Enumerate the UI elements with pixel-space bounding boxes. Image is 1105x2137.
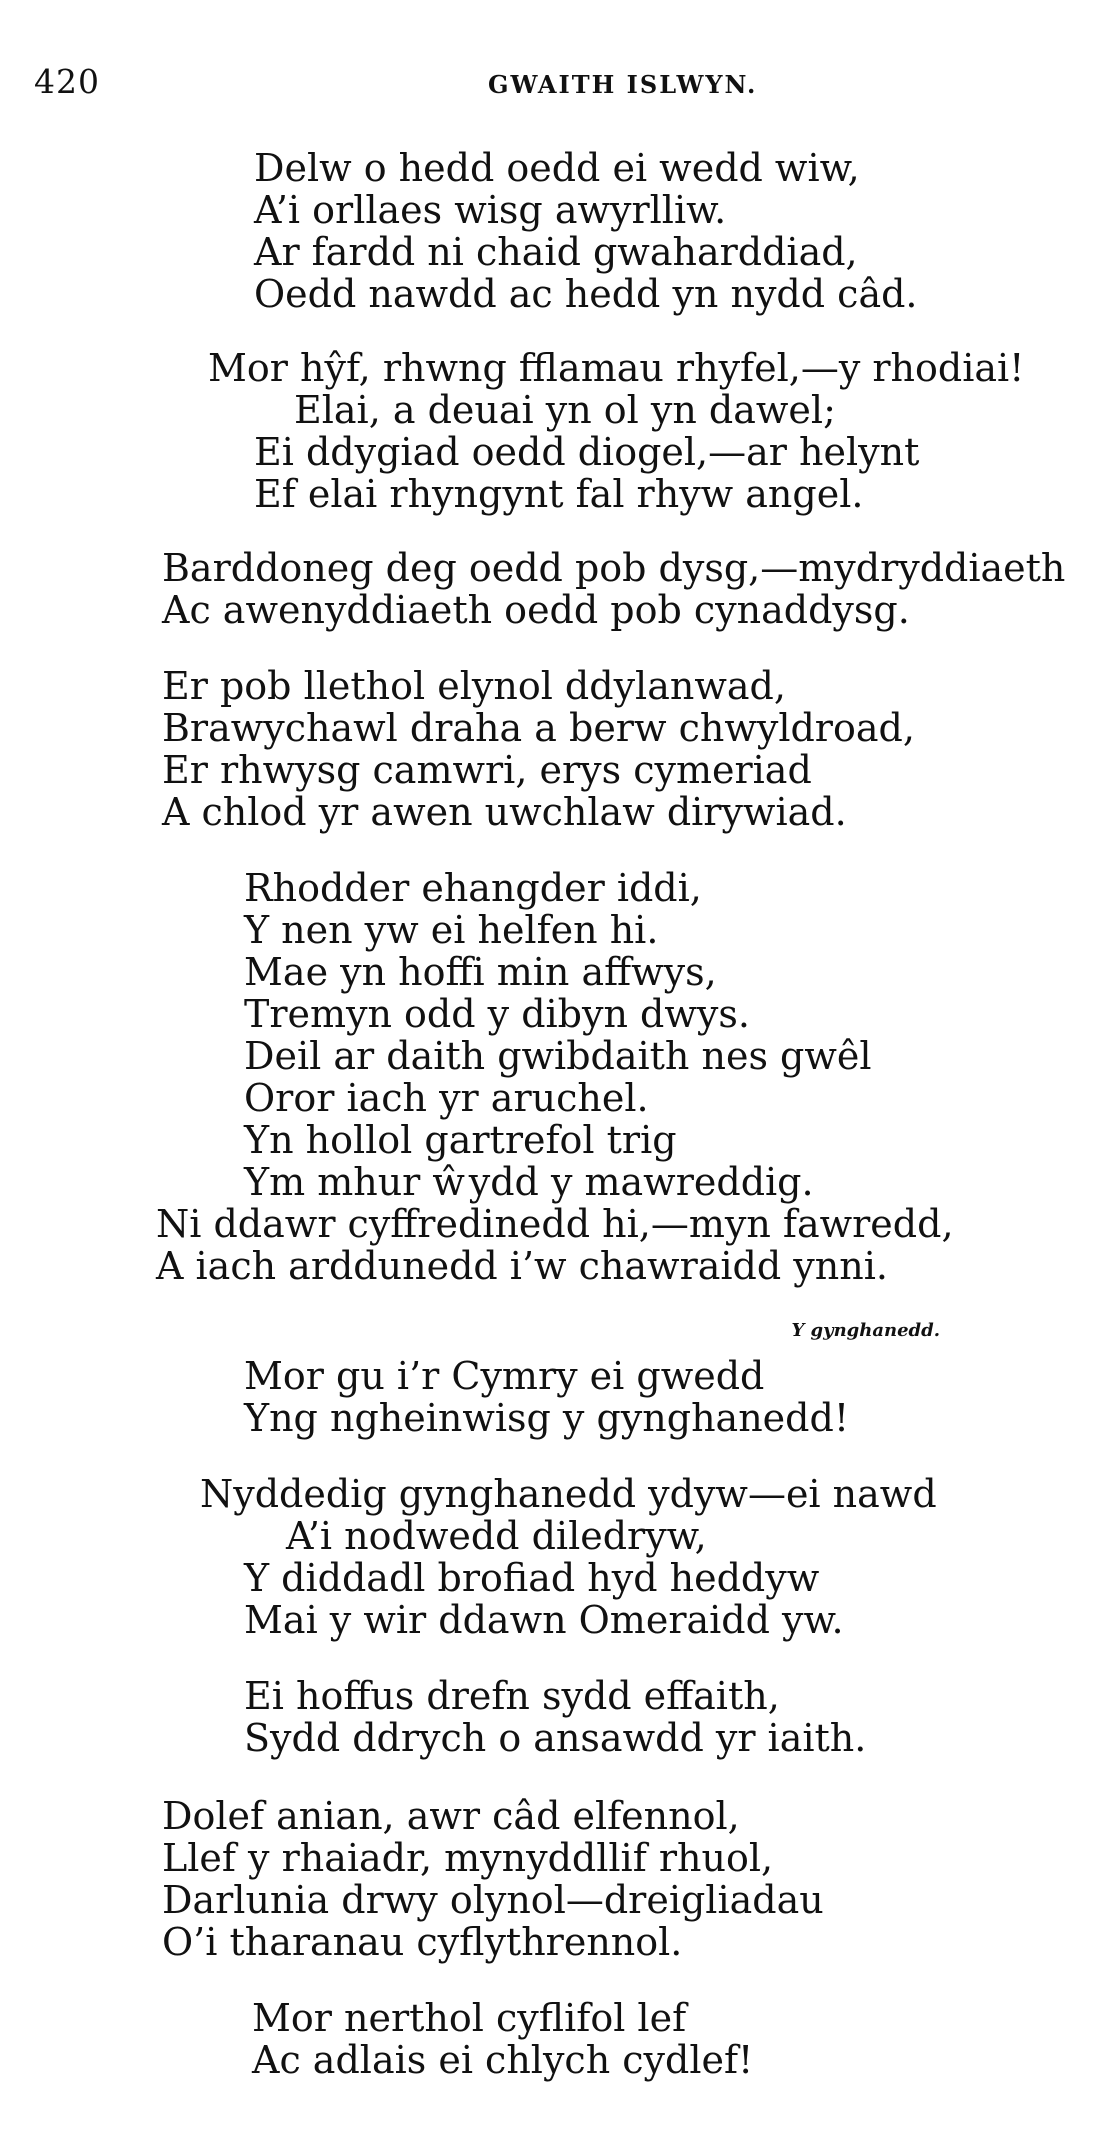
verse-line: O’i tharanau cyflythrennol. <box>162 1920 683 1964</box>
page-number: 420 <box>34 62 100 101</box>
verse-line: Mor hŷf, rhwng fflamau rhyfel,—y rhodiai! <box>208 346 1025 390</box>
running-title: GWAITH ISLWYN. <box>488 70 758 99</box>
verse-line: Mor gu i’r Cymry ei gwedd <box>244 1354 765 1398</box>
verse-line: Er pob llethol elynol ddylanwad, <box>162 664 786 708</box>
verse-line: Deil ar daith gwibdaith nes gwêl <box>244 1034 872 1078</box>
verse-line: Yn hollol gartrefol trig <box>244 1118 677 1162</box>
verse-line: Delw o hedd oedd ei wedd wiw, <box>254 146 860 190</box>
verse-line: Y nen yw ei helfen hi. <box>244 908 659 952</box>
verse-line: Tremyn odd y dibyn dwys. <box>244 992 750 1036</box>
verse-line: Ar fardd ni chaid gwaharddiad, <box>254 230 858 274</box>
verse-line: Darlunia drwy olynol—dreigliadau <box>162 1878 824 1922</box>
verse-line: Oedd nawdd ac hedd yn nydd câd. <box>254 272 918 316</box>
verse-line: Ei hoffus drefn sydd effaith, <box>244 1674 780 1718</box>
verse-line: A’i orllaes wisg awyrlliw. <box>254 188 727 232</box>
verse-line: Llef y rhaiadr, mynyddllif rhuol, <box>162 1836 774 1880</box>
verse-line: Elai, a deuai yn ol yn dawel; <box>294 388 836 432</box>
verse-line: Er rhwysg camwri, erys cymeriad <box>162 748 812 792</box>
verse-line: Yng ngheinwisg y gynghanedd! <box>244 1396 850 1440</box>
verse-line: Mor nerthol cyflifol lef <box>252 1996 687 2040</box>
verse-line: Sydd ddrych o ansawdd yr iaith. <box>244 1716 867 1760</box>
verse-line: Dolef anian, awr câd elfennol, <box>162 1794 740 1838</box>
verse-line: Ef elai rhyngynt fal rhyw angel. <box>254 472 864 516</box>
verse-line: Ym mhur ŵydd y mawreddig. <box>244 1160 814 1204</box>
verse-line: A chlod yr awen uwchlaw dirywiad. <box>162 790 847 834</box>
verse-line: Ni ddawr cyffredinedd hi,—myn fawredd, <box>156 1202 954 1246</box>
verse-line: Nyddedig gynghanedd ydyw—ei nawd <box>200 1472 937 1516</box>
verse-line: Mae yn hoffi min affwys, <box>244 950 717 994</box>
verse-line: Rhodder ehangder iddi, <box>244 866 702 910</box>
verse-line: A iach arddunedd i’w chawraidd ynni. <box>156 1244 888 1288</box>
verse-line: Brawychawl draha a berw chwyldroad, <box>162 706 915 750</box>
verse-line: Mai y wir ddawn Omeraidd yw. <box>244 1598 844 1642</box>
verse-line: A’i nodwedd diledryw, <box>286 1514 707 1558</box>
verse-line: Ac adlais ei chlych cydlef! <box>252 2038 754 2082</box>
marginal-note: Y gynghanedd. <box>791 1320 940 1341</box>
verse-line: Ac awenyddiaeth oedd pob cynaddysg. <box>162 588 910 632</box>
verse-line: Ei ddygiad oedd diogel,—ar helynt <box>254 430 920 474</box>
verse-line: Oror iach yr aruchel. <box>244 1076 649 1120</box>
verse-line: Y diddadl brofiad hyd heddyw <box>244 1556 820 1600</box>
verse-line: Barddoneg deg oedd pob dysg,—mydryddiaeth <box>162 546 1066 590</box>
